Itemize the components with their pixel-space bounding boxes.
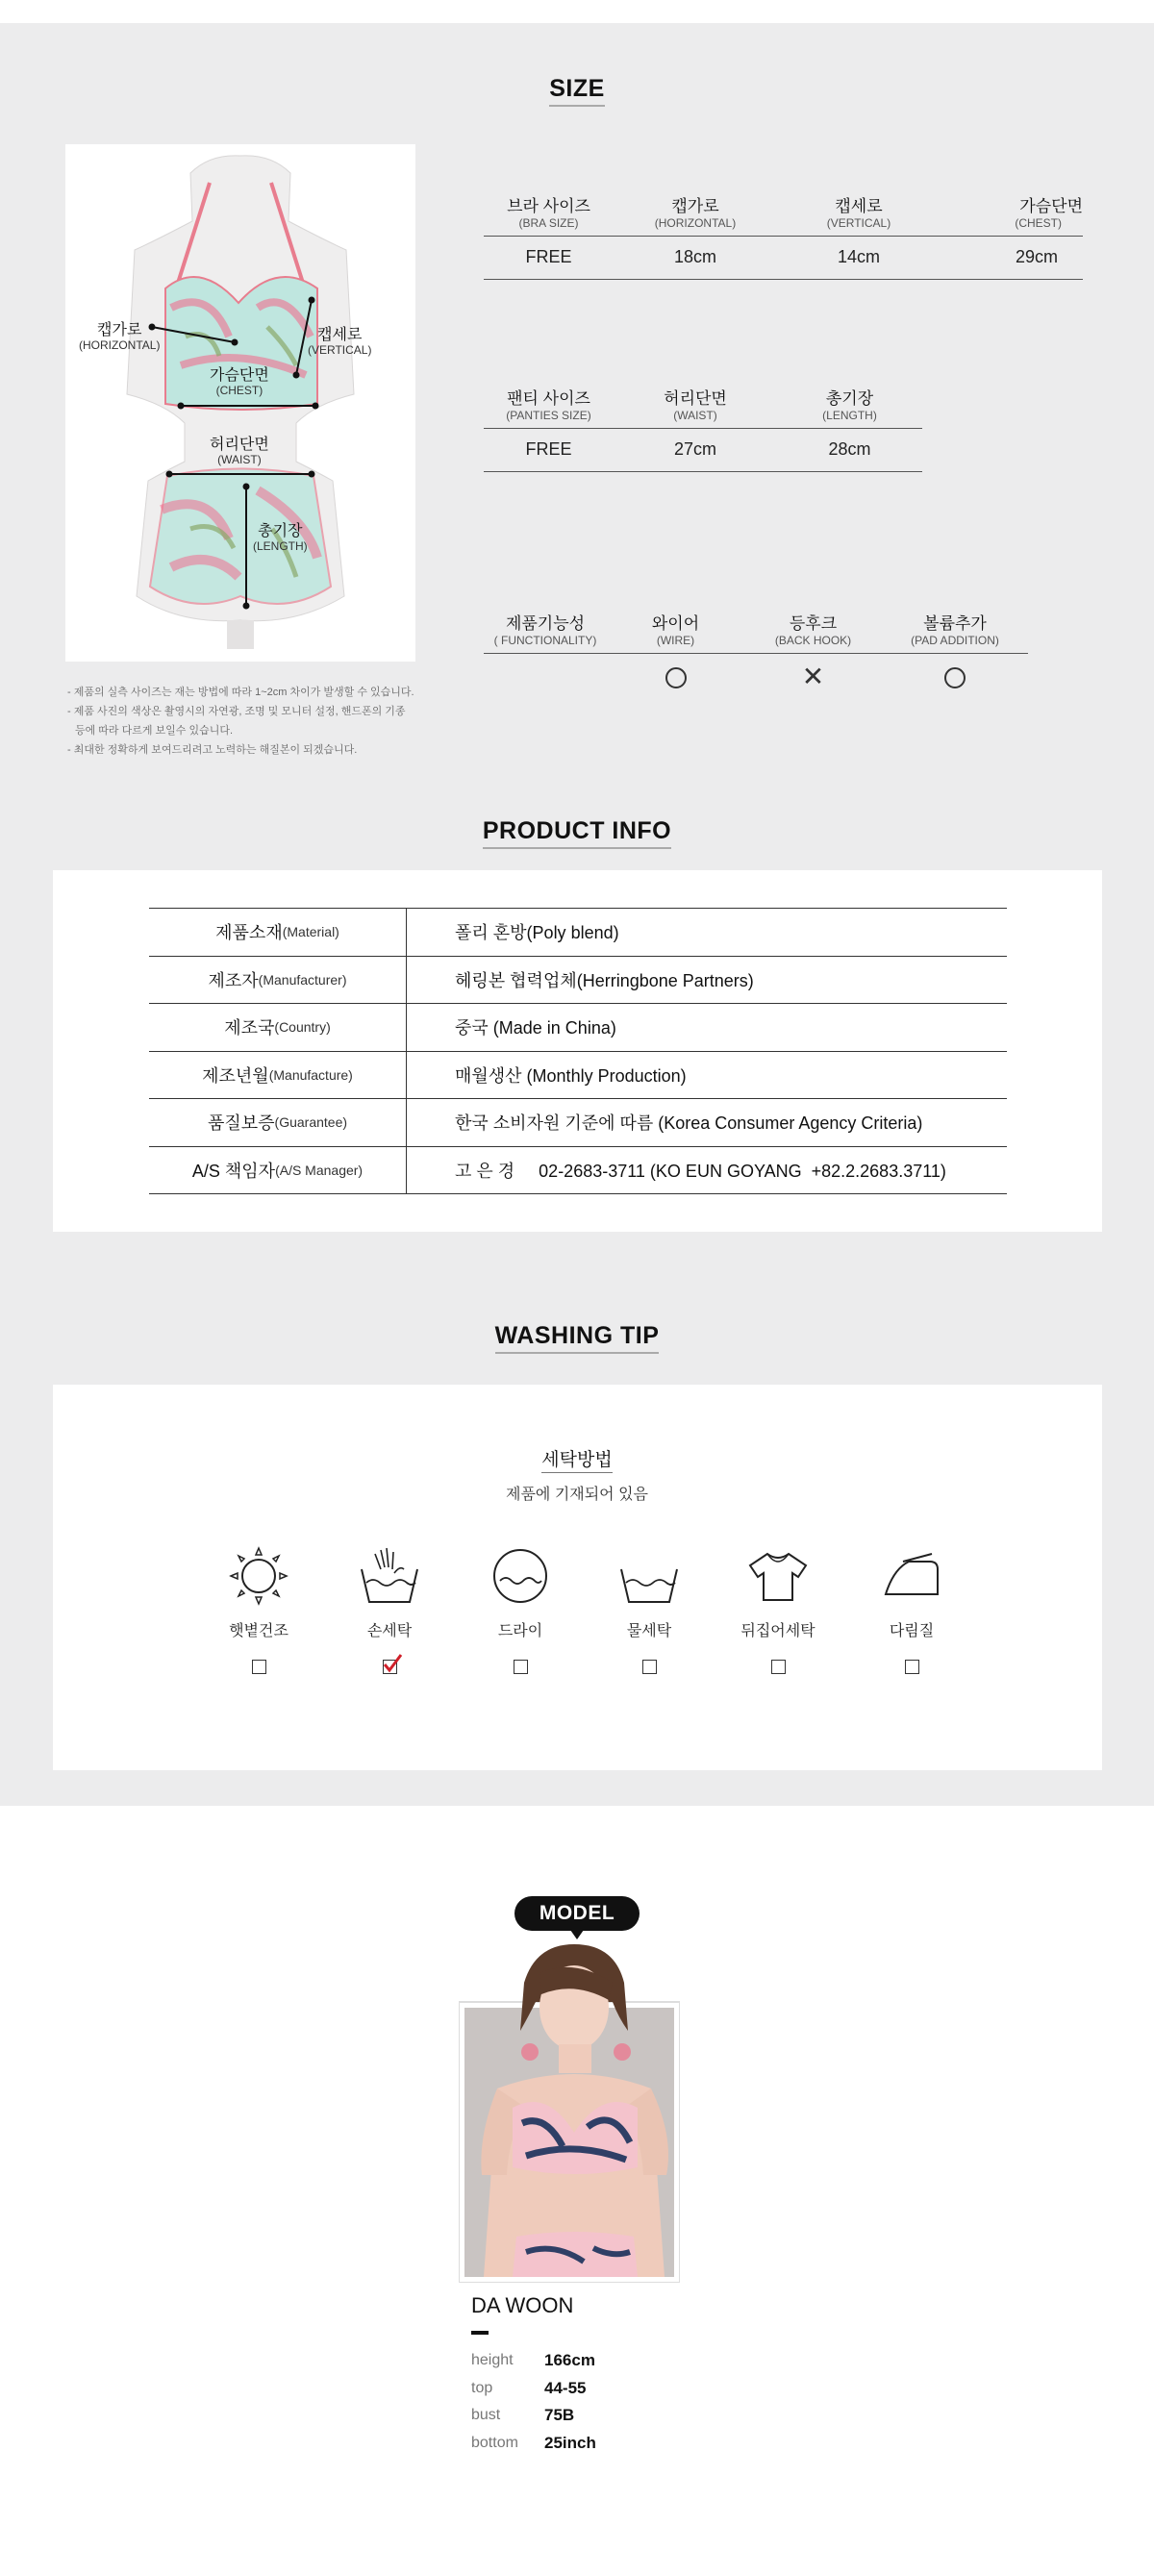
wash-label: 뒤집어세탁 bbox=[740, 1623, 815, 1639]
chest-label: 가슴단면 (CHEST) bbox=[210, 367, 269, 397]
wash-item-iron bbox=[854, 1544, 969, 1674]
info-key: 제조자 (Manufacturer) bbox=[149, 957, 407, 1004]
size-diagram bbox=[65, 144, 415, 662]
info-value: 중국 (Made in China) bbox=[455, 1018, 616, 1038]
model-image bbox=[459, 1944, 680, 2283]
list-item bbox=[471, 2347, 596, 2375]
product-info-title: PRODUCT INFO bbox=[0, 817, 1154, 849]
table-row bbox=[149, 1004, 1007, 1052]
bra-header: 캡세로 (VERTICAL) bbox=[826, 197, 891, 230]
panties-value: 28cm bbox=[828, 439, 871, 460]
panties-size-table bbox=[484, 390, 922, 472]
divider bbox=[484, 471, 922, 472]
wash-label: 드라이 bbox=[497, 1623, 543, 1639]
washing-tip-title: WASHING TIP bbox=[0, 1322, 1154, 1354]
model-photo bbox=[459, 1944, 680, 2283]
model-stats bbox=[471, 2347, 596, 2457]
waist-label: 허리단면 (WAIST) bbox=[210, 437, 269, 466]
model-badge: MODEL bbox=[514, 1896, 640, 1931]
table-row bbox=[149, 957, 1007, 1005]
panties-header: 팬티 사이즈 (PANTIES SIZE) bbox=[506, 389, 591, 422]
info-key: 제조년월 (Manufacture) bbox=[149, 1052, 407, 1099]
product-info-table bbox=[149, 908, 1007, 1194]
size-title: SIZE bbox=[0, 75, 1154, 107]
wash-item-water-wash bbox=[591, 1544, 707, 1674]
table-row bbox=[149, 909, 1007, 957]
back-hook-value bbox=[744, 661, 882, 691]
panties-value: FREE bbox=[525, 439, 572, 460]
stat-key: height bbox=[471, 2352, 514, 2369]
info-value: 매월생산 (Monthly Production) bbox=[455, 1065, 687, 1086]
functionality-table bbox=[484, 615, 1028, 690]
panties-header: 허리단면 (WAIST) bbox=[664, 389, 727, 422]
wash-item-dry-clean bbox=[463, 1544, 578, 1674]
note-line: - 제품 사진의 색상은 촬영시의 자연광, 조명 및 모니터 설정, 핸드폰의 기종 bbox=[67, 706, 406, 717]
stat-key: bottom bbox=[471, 2434, 518, 2451]
wash-checkbox[interactable] bbox=[642, 1660, 657, 1674]
iron-icon bbox=[880, 1544, 943, 1608]
info-key: 제조국 (Country) bbox=[149, 1004, 407, 1051]
mannequin-illustration bbox=[65, 144, 415, 662]
table-row bbox=[149, 1147, 1007, 1195]
wash-item-hand-wash bbox=[332, 1544, 447, 1674]
wash-label: 햇볕건조 bbox=[229, 1623, 288, 1639]
wash-checkbox-checked[interactable] bbox=[383, 1660, 397, 1674]
hand-wash-icon bbox=[358, 1544, 421, 1608]
stat-value: 166cm bbox=[544, 2351, 595, 2370]
checkmark-icon bbox=[382, 1653, 403, 1674]
note-line: - 제품의 실측 사이즈는 재는 방법에 따라 1~2cm 차이가 발생할 수 있습니다. bbox=[67, 687, 414, 698]
bra-size-table bbox=[484, 198, 1083, 280]
stat-key: top bbox=[471, 2379, 493, 2396]
x-mark-icon: ✕ bbox=[801, 661, 825, 691]
wash-item-inside-out bbox=[720, 1544, 836, 1674]
info-value: 헤링본 협력업체(Herringbone Partners) bbox=[455, 970, 754, 990]
circle-mark-icon bbox=[944, 667, 966, 688]
wash-checkbox[interactable] bbox=[905, 1660, 919, 1674]
wash-item-sun-dry bbox=[201, 1544, 316, 1674]
info-key: 품질보증 (Guarantee) bbox=[149, 1099, 407, 1146]
wash-method-title: 세탁방법 bbox=[0, 1445, 1154, 1471]
inside-out-icon bbox=[746, 1544, 810, 1608]
divider bbox=[484, 279, 1083, 280]
function-header: 볼륨추가 (PAD ADDITION) bbox=[911, 614, 999, 647]
function-header: 등후크 (BACK HOOK) bbox=[774, 614, 852, 647]
stat-value: 44-55 bbox=[544, 2378, 587, 2397]
size-notes bbox=[67, 683, 452, 760]
pad-value bbox=[882, 667, 1028, 688]
info-key: 제품소재 (Material) bbox=[149, 909, 407, 956]
note-line: 등에 따라 다르게 보일수 있습니다. bbox=[75, 725, 234, 737]
info-value: 폴리 혼방(Poly blend) bbox=[455, 923, 619, 943]
dry-clean-icon bbox=[489, 1544, 552, 1608]
sun-dry-icon bbox=[227, 1544, 290, 1608]
wash-checkbox[interactable] bbox=[252, 1660, 266, 1674]
cup-width-label: 캡가로 (HORIZONTAL) bbox=[79, 322, 161, 352]
table-row bbox=[149, 1099, 1007, 1147]
table-row bbox=[149, 1052, 1007, 1100]
stat-key: bust bbox=[471, 2407, 501, 2424]
info-value: 고 은 경 02-2683-3711 (KO EUN GOYANG +82.2.2683.3711) bbox=[455, 1161, 946, 1181]
info-value: 한국 소비자원 기준에 따름 (Korea Consumer Agency Criteria) bbox=[455, 1113, 923, 1134]
list-item bbox=[471, 2402, 596, 2430]
panties-value: 27cm bbox=[673, 439, 716, 460]
function-header: 와이어 (WIRE) bbox=[651, 614, 700, 647]
circle-mark-icon bbox=[665, 667, 687, 688]
bra-value: FREE bbox=[525, 247, 572, 267]
water-wash-icon bbox=[617, 1544, 681, 1608]
list-item bbox=[471, 2375, 596, 2403]
info-key: A/S 책임자 (A/S Manager) bbox=[149, 1147, 407, 1194]
divider bbox=[484, 653, 1028, 654]
cup-height-label: 캡세로 (VERTICAL) bbox=[308, 327, 372, 357]
bra-value: 29cm bbox=[1015, 247, 1058, 267]
wire-value bbox=[607, 667, 744, 688]
model-name: DA WOON bbox=[471, 2293, 574, 2317]
wash-checkbox[interactable] bbox=[771, 1660, 786, 1674]
stat-value: 25inch bbox=[544, 2433, 596, 2452]
panties-header: 총기장 (LENGTH) bbox=[822, 389, 877, 422]
wash-label: 손세탁 bbox=[366, 1623, 413, 1639]
model-name-underline bbox=[471, 2331, 489, 2335]
function-header: 제품기능성 ( FUNCTIONALITY) bbox=[493, 614, 597, 647]
wash-method-subtitle: 제품에 기재되어 있음 bbox=[506, 1487, 648, 1503]
bra-value: 14cm bbox=[837, 247, 880, 267]
wash-checkbox[interactable] bbox=[514, 1660, 528, 1674]
bra-header: 브라 사이즈 (BRA SIZE) bbox=[507, 197, 590, 230]
stat-value: 75B bbox=[544, 2406, 575, 2425]
wash-label: 다림질 bbox=[889, 1623, 935, 1639]
wash-label: 물세탁 bbox=[626, 1623, 672, 1639]
bra-header: 가슴단면 (CHEST) bbox=[1015, 197, 1083, 230]
length-label: 총기장 (LENGTH) bbox=[253, 523, 308, 553]
bra-header: 캡가로 (HORIZONTAL) bbox=[654, 197, 737, 230]
bra-value: 18cm bbox=[673, 247, 716, 267]
list-item bbox=[471, 2430, 596, 2458]
note-line: - 최대한 정확하게 보여드리려고 노력하는 해질본이 되겠습니다. bbox=[67, 744, 358, 756]
